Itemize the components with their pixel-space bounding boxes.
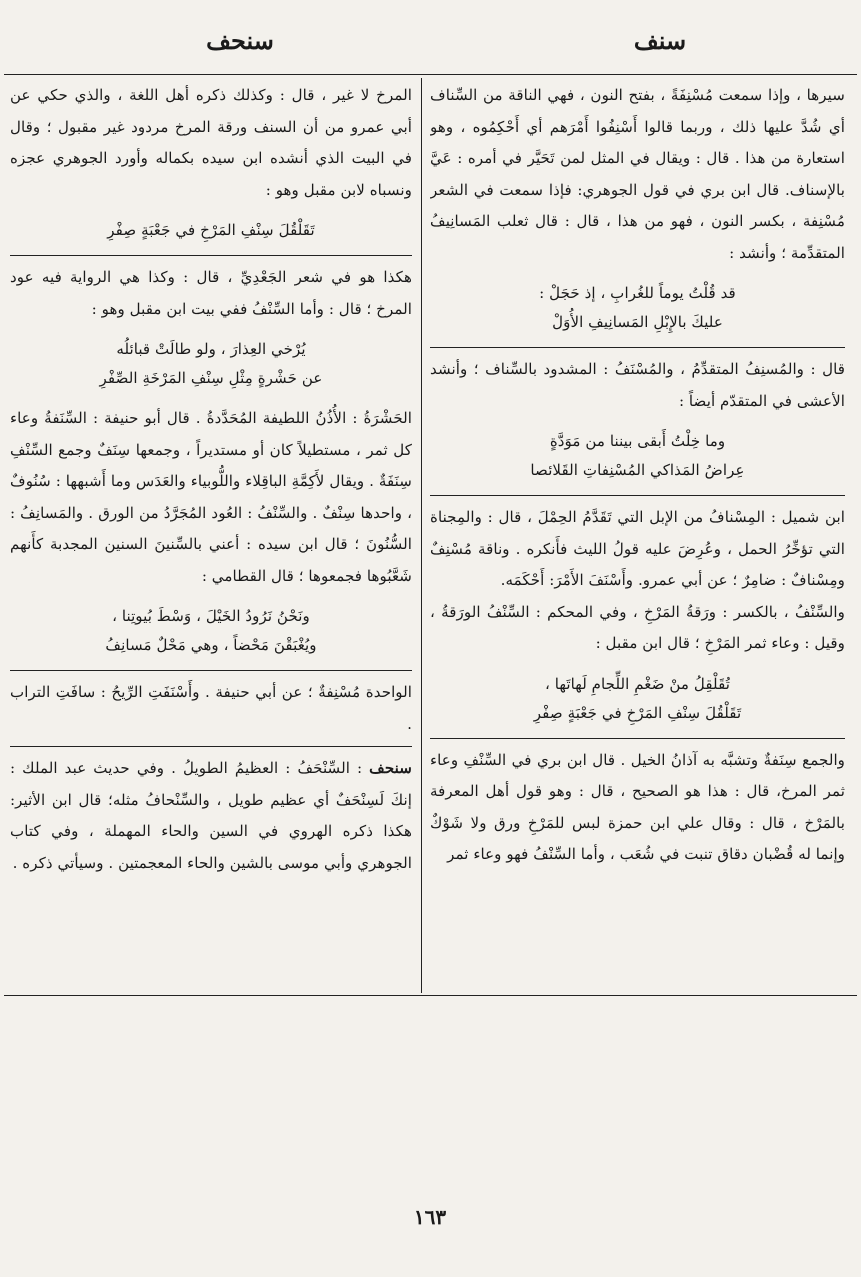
paragraph: قال : والمُسنِفُ المتقدِّمُ ، والمُسْنَفُ : المشدود بالسِّناف ؛ وأنشد الأعشى في المتقدّم أيضاً : [430,360,845,410]
paragraph: الحَشْرَةُ : الأُذُنُ اللطيفة المُحَدَّدةُ . قال أبو حنيفة : السِّنَفةُ وعاء كل ثمر ، مستطيلاً كان أو مستديراً ، وجمعها سِنَفٌ وجمع السِّنْفِ سِنَفَةٌ . ويقال لأَكِمَّةِ الباقِلاء واللُّوبياء والعَدَس وما أَشبهها : سُنُوفٌ ، واحدها سِنْفٌ . والسِّنْفُ : العُود المُجَرَّدُ من الورق . والمَسانِفُ : السُّنُونَ ؛ قال ابن سيده : أعني بالسِّنينَ السنين المجدبة كأَنهم شَعَّبُوها فجمعوها ؛ قال القطامي : [10,409,412,585]
top-rule [4,74,857,75]
verse-line: تَقَلْقُلَ سِنْفِ المَرْخِ في جَعْبَةٍ صِفْرِ [533,703,742,722]
verse [10,335,412,393]
section-separator [10,670,412,671]
section-separator [10,746,412,747]
entry [10,753,412,879]
section-separator [430,738,845,739]
header-left-word: سنحف [206,26,274,55]
verse-line: عِراضُ المَذاكي المُسْنِفاتِ القَلائصا [530,461,745,479]
bottom-rule [4,995,857,996]
paragraph: هكذا هو في شعر الجَعْدِيِّ ، قال : وكذا هي الرواية فيه عود المرخ ؛ قال : وأما السِّنْفُ ففي بيت ابن مقبل وهو : [10,268,412,318]
verse-line: يُرْخي العِذارَ ، ولو طالَتْ قبائلُه [116,340,306,358]
entry-text: : السِّنْحَفُ : العظيمُ الطويلُ . وفي حديث عبد الملك : إنكَ لَسِنْحَفٌ أي عظيم طويل ، والسِّنْحافُ مثله؛ قال ابن الأثير: هكذا ذكره الهروي في السين والحاء المهملة ، وفي كتاب الجوهري وأبي موسى بالشين والحاء المعجمتين . وسيأتي ذكره . [10,759,412,872]
verse-line: عن حَشْرةٍ مِثْلِ سِنْفِ المَرْخَةِ الصِّفْرِ [99,369,323,387]
column-divider [421,78,422,993]
verse-line: ونَحْنُ نَرُودُ الخَيْلَ ، وَسْطَ بُيوتِنا ، [112,607,310,625]
verse-line: ويُغْبَقْنَ مَحْضاً ، وهي مَحْلٌ مَسانِفُ [105,636,317,654]
verse-line: تُقَلْقِلُ منْ ضَغْمِ اللِّجامِ لَهاتَها ، [544,674,730,693]
paragraph: سيرها ، وإذا سمعت مُسْنِفَةً ، بفتح النون ، فهي الناقة من السِّناف أي شُدَّ عليها ذلك ، وربما قالوا أَسْنِفُوا أَمْرَهم أي أَحْكِمُوه ، وهو استعارة من هذا . قال : ويقال في المثل لمن تَحَيَّر في أمره : عَيَّ بالإسناف. قال ابن بري في قول الجوهري: فإذا سمعت في الشعر مُسْنِفة ، بكسر النون ، فهو من هذا ، قال : قال ثعلب المَسانِيفُ المتقدِّمة ؛ وأنشد : [430,86,845,262]
page-number: ١٦٣ [413,1205,447,1229]
verse-line: قد قُلْتُ يوماً للغُرابِ ، إذ حَجَلْ : [539,284,736,302]
paragraph: ابن شميل : المِسْنافُ من الإبل التي تَقَدَّمُ الحِمْلَ ، قال : والمِجناة التي تؤخِّرُ الحمل ، وعُرِضَ عليه قولُ الليث فأَنكره . وناقة مُسْنِفٌ ومِسْنافٌ : ضامِرٌ ؛ عن أبي عمرو. وأَسْنَفَ الأَمْرَ: أَحْكَمَه. [430,508,845,589]
header-right-word: سنف [633,26,687,55]
section-separator [10,255,412,256]
verse [10,602,412,660]
left-column [10,80,412,990]
verse [430,670,845,728]
paragraph: المرخ لا غير ، قال : وكذلك ذكره أهل اللغة ، والذي حكي عن أبي عمرو من أن السنف ورقة المرخ مردود غير مقبول ؛ وقال في البيت الذي أنشده ابن سيده بكماله وأورد الجوهري عجزه ونسباه لابن مقبل وهو : [10,86,412,199]
section-separator [430,347,845,348]
verse [10,216,412,245]
verse-line: تَقَلْقُلَ سِنْفِ المَرْخِ في جَعْبَةٍ صِفْرِ [107,221,315,239]
verse [430,279,845,337]
verse [430,427,845,485]
right-column [430,80,845,990]
paragraph: والجمع سِنَفةٌ وتشبَّه به آذانُ الخيل . قال ابن بري في السِّنْفِ وعاء ثمر المرخ، قال : هذا هو الصحيح ، قال : وهو قول أهل المعرفة بالمَرْخ ، قال : وقال علي ابن حمزة لبس للمَرْخِ ورق ولا شَوْكٌ وإنما له قُضْبان دقاق تنبت في شُعَب ، وأما السِّنْفُ فهو وعاء ثمر [430,750,845,863]
paragraph: والسِّنْفُ ، بالكسر : ورَقةُ المَرْخِ ، وفي المحكم : السِّنْفُ الورَقةُ ، وقيل : وعاء ثمر المَرْخِ ؛ قال ابن مقبل : [430,602,845,652]
paragraph: الواحدة مُسْنِفةٌ ؛ عن أبي حنيفة . وأَسْنَفَتِ الرِّيحُ : سافَتِ التراب . [10,683,412,733]
verse-line: وما خِلْتُ أَبقى بيننا من مَوَدَّةٍ [549,432,726,450]
section-separator [430,495,845,496]
entry-headword: سنحف [369,759,412,777]
verse-line: عليكَ بالإِبْلِ المَسانِيفِ الأُوَلْ [552,313,723,331]
